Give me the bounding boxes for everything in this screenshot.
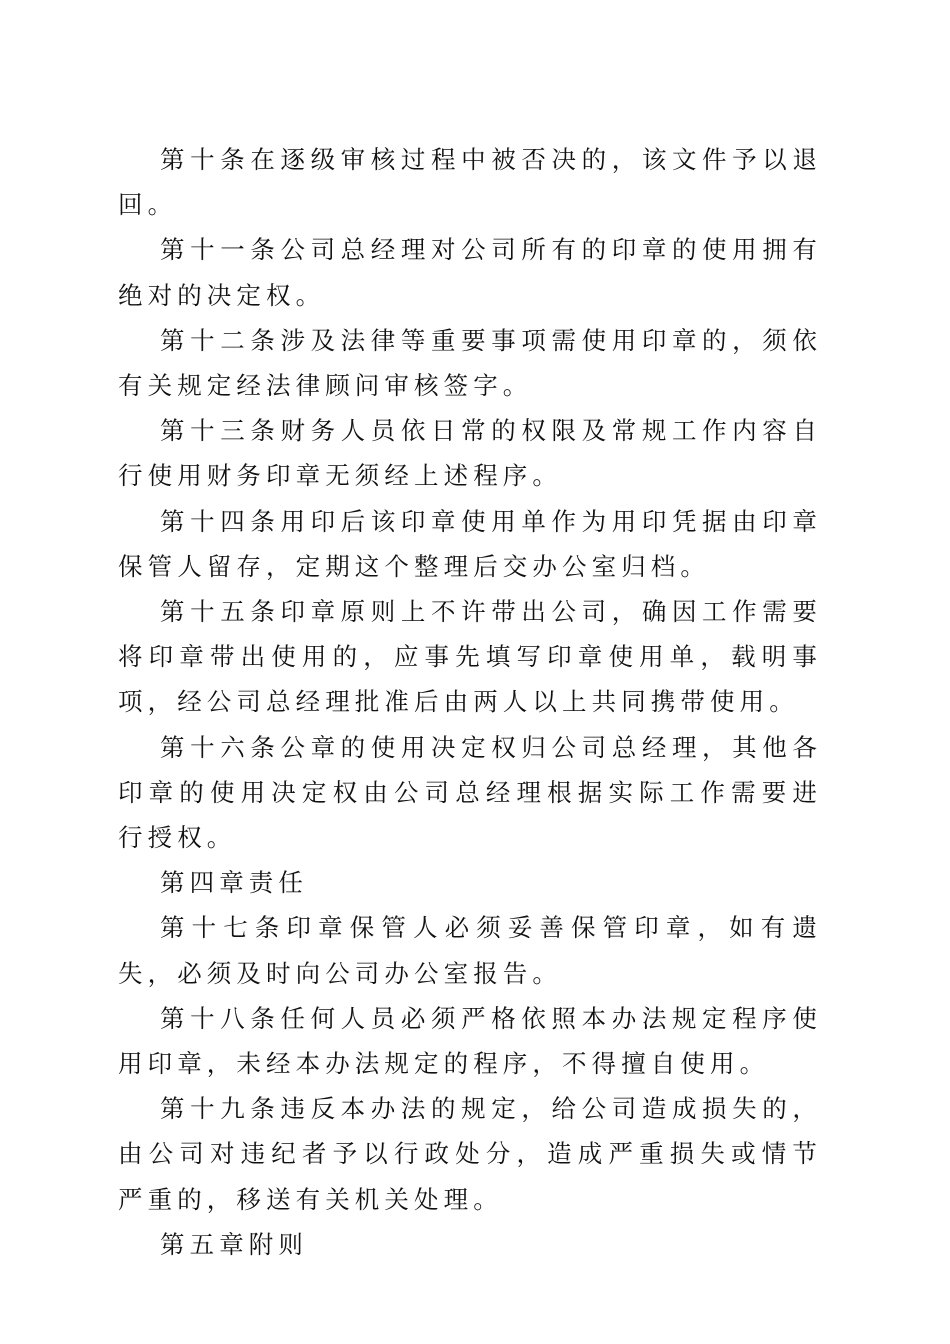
paragraph-article-10: 第十条在逐级审核过程中被否决的，该文件予以退回。 — [118, 145, 822, 220]
paragraph-article-17: 第十七条印章保管人必须妥善保管印章，如有遗失，必须及时向公司办公室报告。 — [118, 913, 822, 988]
paragraph-article-13: 第十三条财务人员依日常的权限及常规工作内容自行使用财务印章无须经上述程序。 — [118, 416, 822, 491]
paragraph-article-12: 第十二条涉及法律等重要事项需使用印章的，须依有关规定经法律顾问审核签字。 — [118, 325, 822, 401]
paragraph-article-18: 第十八条任何人员必须严格依照本办法规定程序使用印章，未经本办法规定的程序，不得擅自使用。 — [118, 1003, 822, 1079]
paragraph-article-11: 第十一条公司总经理对公司所有的印章的使用拥有绝对的决定权。 — [118, 235, 822, 310]
paragraph-article-19: 第十九条违反本办法的规定，给公司造成损失的，由公司对违纪者予以行政处分，造成严重损失或情节严重的，移送有关机关处理。 — [118, 1094, 822, 1214]
chapter-heading-5: 第五章附则 — [160, 1229, 308, 1259]
chapter-heading-4: 第四章责任 — [160, 868, 308, 898]
paragraph-article-14: 第十四条用印后该印章使用单作为用印凭据由印章保管人留存，定期这个整理后交办公室归档。 — [118, 506, 822, 581]
document-body — [118, 137, 822, 1267]
paragraph-article-15: 第十五条印章原则上不许带出公司，确因工作需要将印章带出使用的，应事先填写印章使用单，载明事项，经公司总经理批准后由两人以上共同携带使用。 — [118, 597, 822, 717]
paragraph-article-16: 第十六条公章的使用决定权归公司总经理，其他各印章的使用决定权由公司总经理根据实际工作需要进行授权。 — [118, 732, 822, 853]
